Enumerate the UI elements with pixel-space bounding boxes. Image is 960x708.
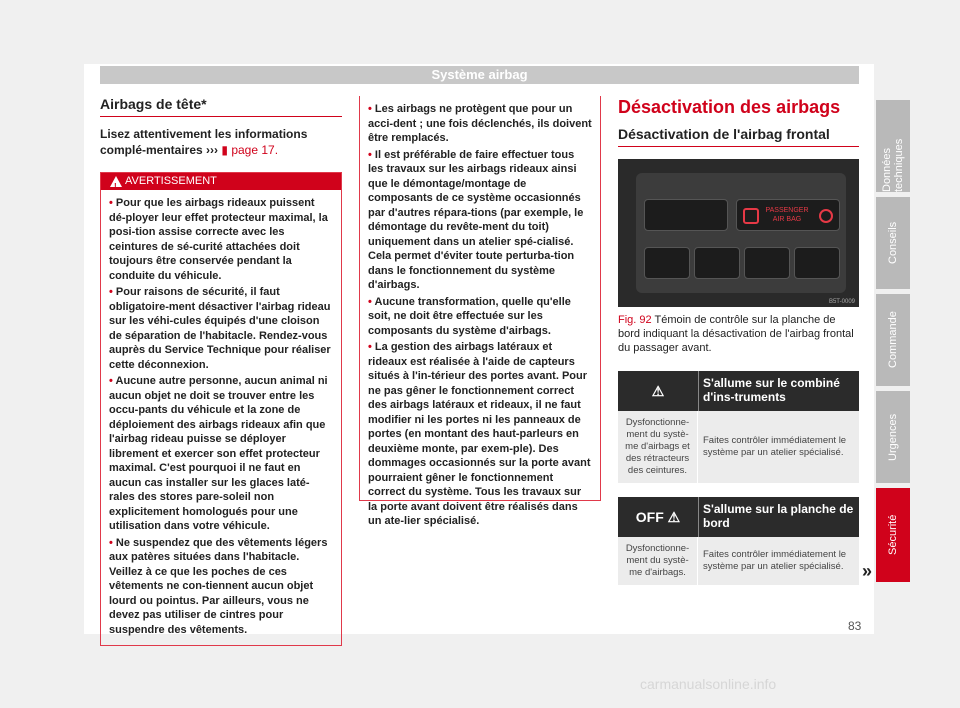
bullet-icon: • — [109, 375, 116, 387]
warning-box — [100, 172, 342, 646]
continue-chevron-icon: » — [862, 561, 873, 581]
warning-label: AVERTISSEMENT — [125, 175, 217, 187]
warning-header — [101, 173, 341, 190]
tab-donnees-techniques[interactable]: Données techniques — [876, 100, 910, 192]
table-header — [618, 371, 859, 411]
section-title: Airbags de tête* — [100, 96, 342, 117]
bullet-icon: • — [368, 341, 375, 353]
table-row — [618, 537, 859, 585]
table-header-text: S'allume sur le combiné d'ins-truments — [698, 371, 859, 411]
bullet-icon: • — [109, 197, 116, 209]
warning-bullet — [109, 374, 333, 534]
figure-caption — [618, 313, 859, 355]
warning-continuation — [359, 96, 601, 527]
warning-bullet — [368, 295, 592, 339]
bullet-icon: • — [109, 536, 116, 549]
warning-bullet — [109, 285, 333, 372]
seat-airbag-icon — [743, 208, 759, 224]
column-right — [618, 96, 859, 585]
figure-dashboard-photo — [618, 159, 859, 307]
page-reference-link[interactable]: page 17. — [231, 143, 279, 157]
seat-heating-right-button — [794, 247, 840, 279]
indicator-table-1 — [618, 371, 859, 483]
tab-urgences[interactable]: Urgences — [876, 391, 910, 483]
tab-commande[interactable]: Commande — [876, 294, 910, 386]
figure-code: B5T-0009 — [828, 299, 855, 305]
warning-bullet — [109, 536, 333, 638]
airbag-warning-icon: ⚠ — [651, 382, 665, 399]
seat-heating-button — [744, 247, 790, 279]
car-lock-button — [644, 199, 728, 231]
caption-text: Témoin de contrôle sur la planche de bord indiquant la désactivation de l'airbag frontal du passager avant. — [618, 314, 854, 354]
table-header — [618, 497, 859, 537]
bullet-text: Aucune transformation, quelle qu'elle soit, ne doit être effectuée sur les composants du système d'airbags. — [368, 295, 571, 337]
table-cause: Dysfonctionne-ment du systè-me d'airbags et des rétracteurs des ceintures. — [618, 411, 698, 483]
section-subtitle: Désactivation de l'airbag frontal — [618, 126, 859, 147]
passenger-airbag-indicator — [736, 199, 840, 231]
bullet-icon: • — [368, 103, 375, 115]
bullet-text: Il est préférable de faire effectuer tous les travaux sur les airbags rideaux ainsi que le démontage/montage de composants de ce système occasionnés par d'autres répara-tions (par exemple, le démontage du revête-ment du toit) uniquement dans un atelier spé-cialisé. Cela permet d'éviter toute perturba-tion dans le fonctionnement du système d'airbags. — [368, 148, 584, 291]
indicator-table-2 — [618, 497, 859, 585]
warning-bullet — [368, 340, 592, 529]
bullet-text: Pour que les airbags rideaux puissent dé-ployer leur effet protecteur maximal, la posi-tion assise correcte avec les ceintures de sé-curité attachées doit toujours être conservée pendant la conduite du véhicule. — [109, 197, 328, 282]
table-action: Faites contrôler immédiatement le système par un atelier spécialisé. — [703, 435, 847, 458]
book-icon[interactable]: ▮ — [221, 143, 228, 157]
warning-icon — [110, 176, 122, 187]
column-middle — [359, 96, 601, 527]
bullet-text: Ne suspendez que des vêtements légers aux patères situées dans l'habitacle. Veillez à ce que les poches de ces vêtements ne con-tiennent aucun objet lourd ou pointus. Par ailleurs, vous ne devez pas utiliser de cintres pour suspendre des vêtements. — [109, 536, 328, 636]
column-left — [100, 96, 342, 646]
warning-bullet — [368, 148, 592, 293]
bullet-text: La gestion des airbags latéraux et rideaux est réalisée à l'aide de capteurs situés à l'in-térieur des portes avant. Pour ne pas gêner le fonctionnement correct des airbags latéraux et rideaux, il ne faut modifier ni les portes ni les panneaux de portes (en montant des haut-parleurs en deuxième monte, par exem-ple). Des dommages occasionnés sur la porte avant pourraient gêner le fonctionnement correct du système. Tous les travaux sur la porte avant doivent être réalisés dans un ate-lier spécialisé. — [368, 341, 591, 527]
chapter-header: Système airbag — [100, 66, 859, 84]
table-cause: Dysfonctionne-ment du systè-me d'airbags. — [618, 537, 698, 585]
intro-label: Lisez attentivement les informations complé-mentaires — [100, 127, 308, 157]
table-row — [618, 411, 859, 483]
figure-number: Fig. 92 — [618, 314, 652, 326]
tab-conseils[interactable]: Conseils — [876, 197, 910, 289]
airbag-off-icon: OFF ⚠ — [635, 508, 681, 525]
off-label: OFF — [635, 509, 664, 525]
chapter-title: Désactivation des airbags — [618, 97, 841, 117]
table-header-text: S'allume sur la planche de bord — [698, 497, 859, 537]
dashboard-panel — [636, 173, 846, 293]
warning-body — [101, 190, 341, 645]
warning-bullet — [109, 196, 333, 283]
passenger-airbag-label: PASSENGER AIR BAG — [765, 207, 809, 223]
warning-bullet — [368, 102, 592, 146]
bullet-icon: • — [109, 286, 116, 298]
tab-securite[interactable]: Sécurité — [876, 488, 910, 582]
bullet-text: Les airbags ne protègent que pour un acci-dent ; une fois déclenchés, ils doivent être remplacés. — [368, 103, 592, 144]
bullet-text: Pour raisons de sécurité, il faut obligatoire-ment désactiver l'airbag rideau sur les véhi-cules équipés d'une cloison de séparation de l'habitacle. Rendez-vous auprès du Service Technique pour réaliser cette déconnexion. — [109, 286, 331, 371]
watermark: carmanualsonline.info — [640, 676, 777, 692]
bullet-icon: • — [368, 295, 375, 308]
bullet-icon: • — [368, 148, 375, 161]
page-number: 83 — [848, 619, 862, 633]
off-icon — [819, 209, 833, 223]
recirculation-button — [694, 247, 740, 279]
table-action: Faites contrôler immédiatement le système par un atelier spécialisé. — [703, 549, 847, 572]
ventilation-button — [644, 247, 690, 279]
intro-arrows: ››› — [206, 143, 222, 157]
bullet-text: Aucune autre personne, aucun animal ni aucun objet ne doit se trouver entre les occu-pants du véhicule et la zone de déploiement des airbags rideaux afin que l'airbag rideau puisse se déployer librement et exercer son effet protecteur maximal. C'est pourquoi il ne faut en aucun cas installer sur les glaces laté-rales des stores pare-soleil non explicitement homologués pour une utilisation dans votre véhicule. — [109, 375, 328, 532]
intro-text — [100, 126, 342, 158]
